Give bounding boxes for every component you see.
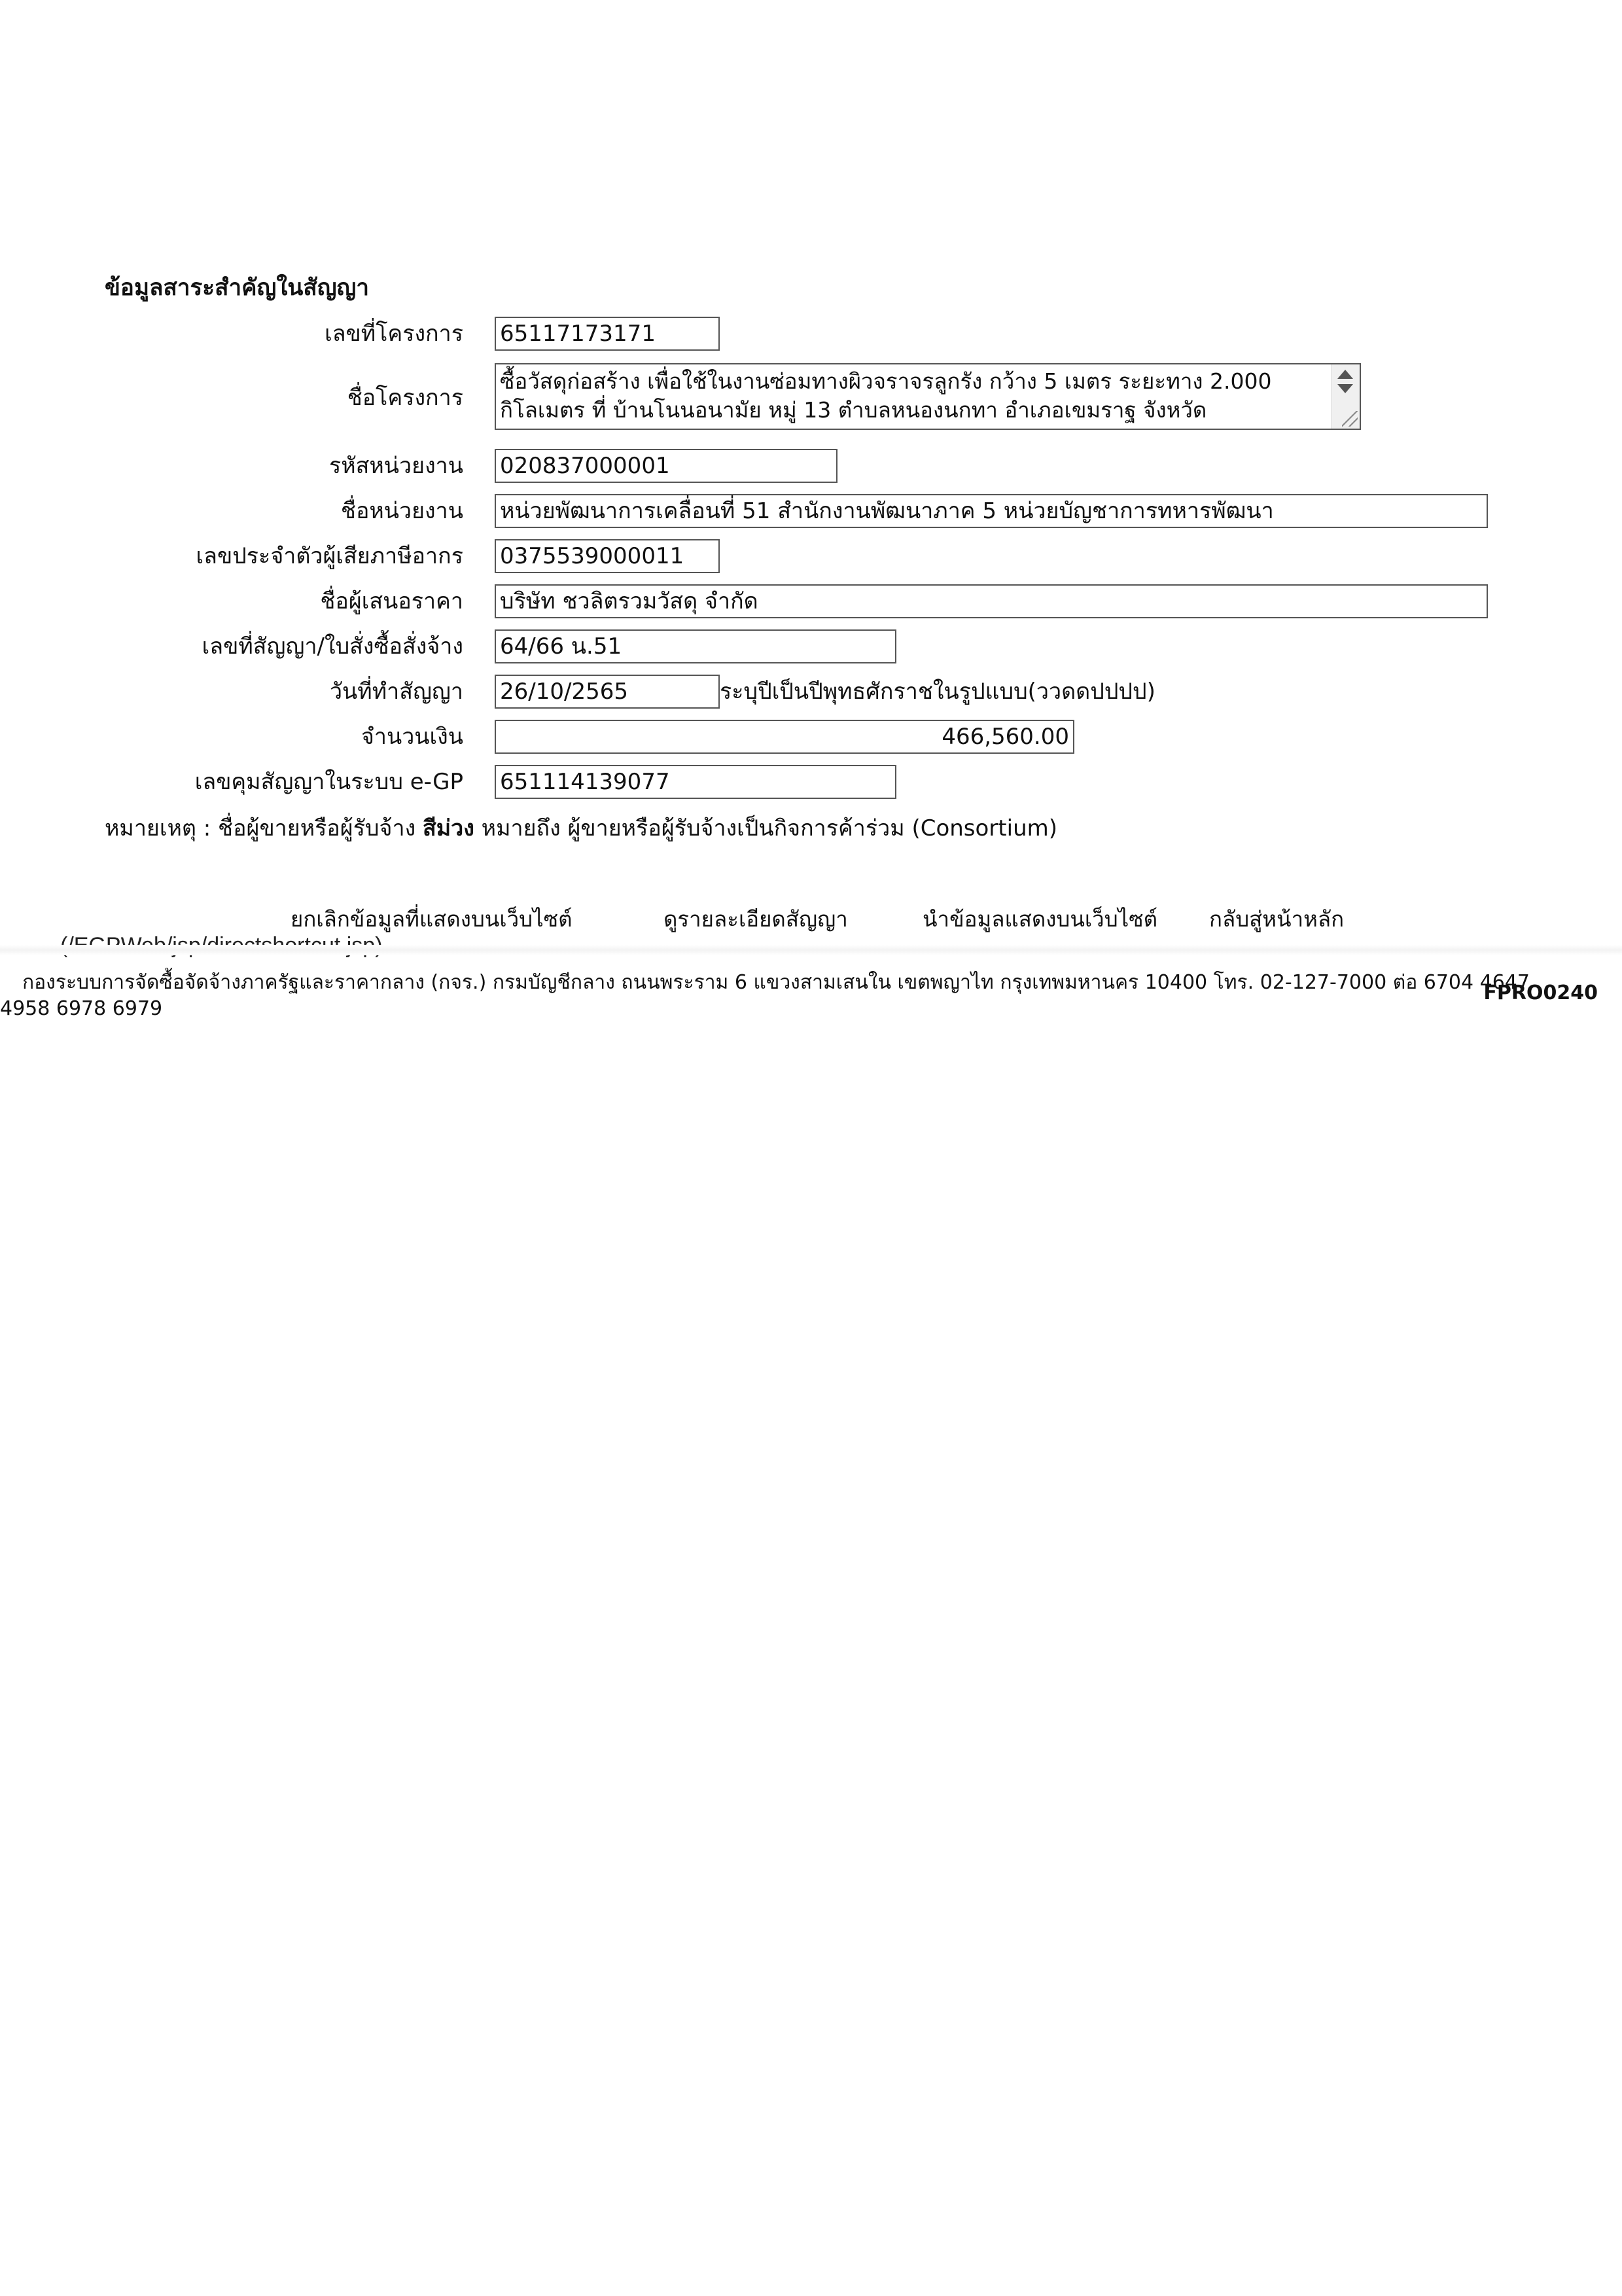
section-title: ข้อมูลสาระสำคัญในสัญญา bbox=[105, 275, 370, 301]
footer-divider bbox=[0, 945, 1622, 955]
amount-label: จำนวนเงิน bbox=[361, 724, 463, 750]
bidder-name-field[interactable]: บริษัท ชวลิตรวมวัสดุ จำกัด bbox=[495, 584, 1488, 618]
project-no-label: เลขที่โครงการ bbox=[325, 321, 463, 347]
amount-field[interactable]: 466,560.00 bbox=[495, 720, 1074, 754]
bidder-name-label: ชื่อผู้เสนอราคา bbox=[320, 588, 463, 614]
scroll-up-arrow-icon[interactable] bbox=[1337, 370, 1353, 379]
agency-name-field[interactable]: หน่วยพัฒนาการเคลื่อนที่ 51 สำนักงานพัฒนาภาค 5 หน่วยบัญชาการทหารพัฒนา bbox=[495, 494, 1488, 528]
contract-date-hint: ระบุปีเป็นปีพุทธศักราชในรูปแบบ(ววดดปปปป) bbox=[720, 679, 1155, 705]
contract-date-label: วันที่ทำสัญญา bbox=[329, 679, 463, 705]
contract-no-field[interactable]: 64/66 น.51 bbox=[495, 629, 896, 663]
agency-code-label: รหัสหน่วยงาน bbox=[328, 453, 463, 479]
egp-control-no-label: เลขคุมสัญญาในระบบ e-GP bbox=[194, 769, 463, 795]
back-to-home-button[interactable]: กลับสู่หน้าหลัก bbox=[1209, 906, 1345, 932]
remark-prefix: หมายเหตุ : ชื่อผู้ขายหรือผู้รับจ้าง bbox=[105, 815, 423, 841]
agency-name-label: ชื่อหน่วยงาน bbox=[340, 498, 463, 524]
footer-address-line1: กองระบบการจัดซื้อจัดจ้างภาครัฐและราคากลาง (กจร.) กรมบัญชีกลาง ถนนพระราม 6 แขวงสามเสนใน เขตพญาไท กรุงเทพมหานคร 10400 โทร. 02-127-7000 ต่อ 6704 4647 bbox=[22, 971, 1530, 994]
agency-code-field[interactable]: 020837000001 bbox=[495, 449, 837, 483]
cancel-display-button[interactable]: ยกเลิกข้อมูลที่แสดงบนเว็บไซต์ bbox=[291, 906, 573, 932]
project-name-text: ซื้อวัสดุก่อสร้าง เพื่อใช้ในงานซ่อมทางผิวจราจรลูกรัง กว้าง 5 เมตร ระยะทาง 2.000 กิโลเมตร ที่ บ้านโนนอนามัย หมู่ 13 ตำบลหนองนกทา อำเภอเขมราฐ จังหวัด bbox=[500, 368, 1272, 423]
remark-highlight: สีม่วง bbox=[422, 815, 474, 841]
publish-to-website-button[interactable]: นำข้อมูลแสดงบนเว็บไซต์ bbox=[923, 906, 1158, 932]
project-no-field[interactable]: 65117173171 bbox=[495, 317, 720, 351]
project-name-label: ชื่อโครงการ bbox=[347, 385, 463, 411]
remark-suffix: หมายถึง ผู้ขายหรือผู้รับจ้างเป็นกิจการค้าร่วม (Consortium) bbox=[474, 815, 1057, 841]
egp-control-no-field[interactable]: 651114139077 bbox=[495, 765, 896, 799]
project-name-textarea[interactable] bbox=[495, 363, 1361, 430]
remark-note bbox=[105, 810, 1057, 845]
resize-grip-icon[interactable] bbox=[1342, 411, 1358, 427]
scroll-down-arrow-icon[interactable] bbox=[1337, 384, 1353, 393]
view-contract-details-button[interactable]: ดูรายละเอียดสัญญา bbox=[663, 906, 848, 932]
tax-id-field[interactable]: 0375539000011 bbox=[495, 539, 720, 573]
footer-address-line2: 4958 6978 6979 bbox=[0, 997, 163, 1020]
footer-page-code: FPRO0240 bbox=[1483, 981, 1598, 1004]
contract-date-field[interactable]: 26/10/2565 bbox=[495, 675, 720, 709]
tax-id-label: เลขประจำตัวผู้เสียภาษีอากร bbox=[196, 543, 463, 569]
contract-no-label: เลขที่สัญญา/ใบสั่งซื้อสั่งจ้าง bbox=[202, 633, 463, 660]
